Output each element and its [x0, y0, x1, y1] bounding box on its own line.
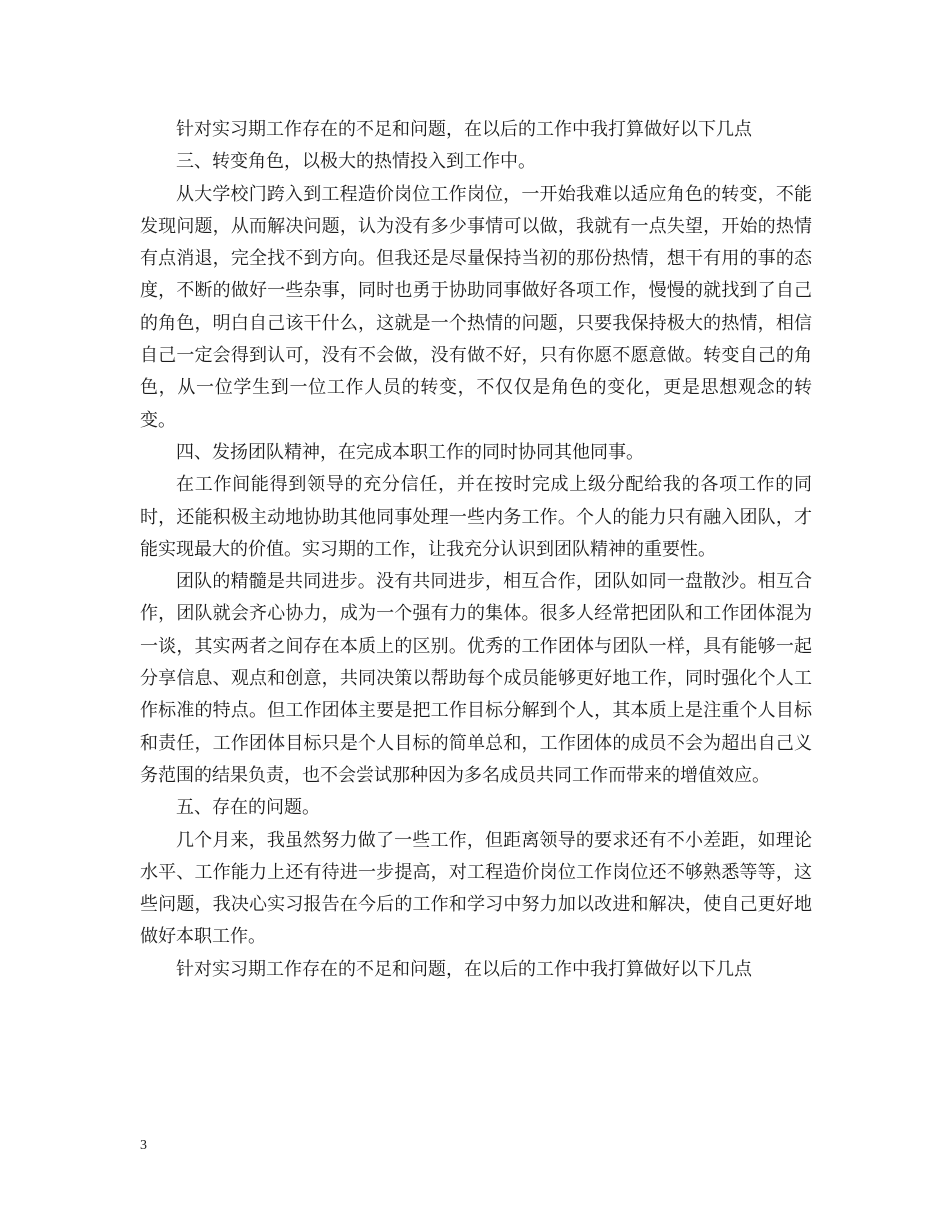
- body-paragraph: 团队的精髓是共同进步。没有共同进步，相互合作，团队如同一盘散沙。相互合作，团队就会齐心协力，成为一个强有力的集体。很多人经常把团队和工作团体混为一谈，其实两者之间存在本质上的区别。优秀的工作团体与团队一样，具有能够一起分享信息、观点和创意，共同决策以帮助每个成员能够更好地工作，同时强化个人工作标准的特点。但工作团体主要是把工作目标分解到个人，其本质上是注重个人目标和责任，工作团体目标只是个人目标的简单总和，工作团体的成员不会为超出自己义务范围的结果负责，也不会尝试那种因为多名成员共同工作而带来的增值效应。: [140, 571, 812, 786]
- document-body: [140, 114, 812, 986]
- section-heading-5: 五、存在的问题。: [176, 797, 320, 819]
- body-paragraph: 从大学校门跨入到工程造价岗位工作岗位，一开始我难以适应角色的转变，不能发现问题，从而解决问题，认为没有多少事情可以做，我就有一点失望，开始的热情有点消退，完全找不到方向。但我还是尽量保持当初的那份热情，想干有用的事的态度，不断的做好一些杂事，同时也勇于协助同事做好各项工作，慢慢的就找到了自己的角色，明白自己该干什么，这就是一个热情的问题，只要我保持极大的热情，相信自己一定会得到认可，没有不会做，没有做不好，只有你愿不愿意做。转变自己的角色，从一位学生到一位工作人员的转变，不仅仅是角色的变化，更是思想观念的转变。: [140, 183, 812, 431]
- section-heading-3: 三、转变角色，以极大的热情投入到工作中。: [176, 151, 536, 173]
- body-paragraph: 几个月来，我虽然努力做了一些工作，但距离领导的要求还有不小差距，如理论水平、工作能力上还有待进一步提高，对工程造价岗位工作岗位还不够熟悉等等，这些问题，我决心实习报告在今后的工作和学习中努力加以改进和解决，使自己更好地做好本职工作。: [140, 829, 812, 948]
- section-heading-4: 四、发扬团队精神，在完成本职工作的同时协同其他同事。: [176, 441, 644, 463]
- page-number: 3: [140, 1138, 147, 1153]
- intro-paragraph: 针对实习期工作存在的不足和问题，在以后的工作中我打算做好以下几点: [176, 119, 752, 140]
- body-paragraph: 在工作间能得到领导的充分信任，并在按时完成上级分配给我的各项工作的同时，还能积极主动地协助其他同事处理一些内务工作。个人的能力只有融入团队，才能实现最大的价值。实习期的工作，让我充分认识到团队精神的重要性。: [140, 474, 812, 560]
- closing-paragraph: 针对实习期工作存在的不足和问题，在以后的工作中我打算做好以下几点: [176, 958, 752, 980]
